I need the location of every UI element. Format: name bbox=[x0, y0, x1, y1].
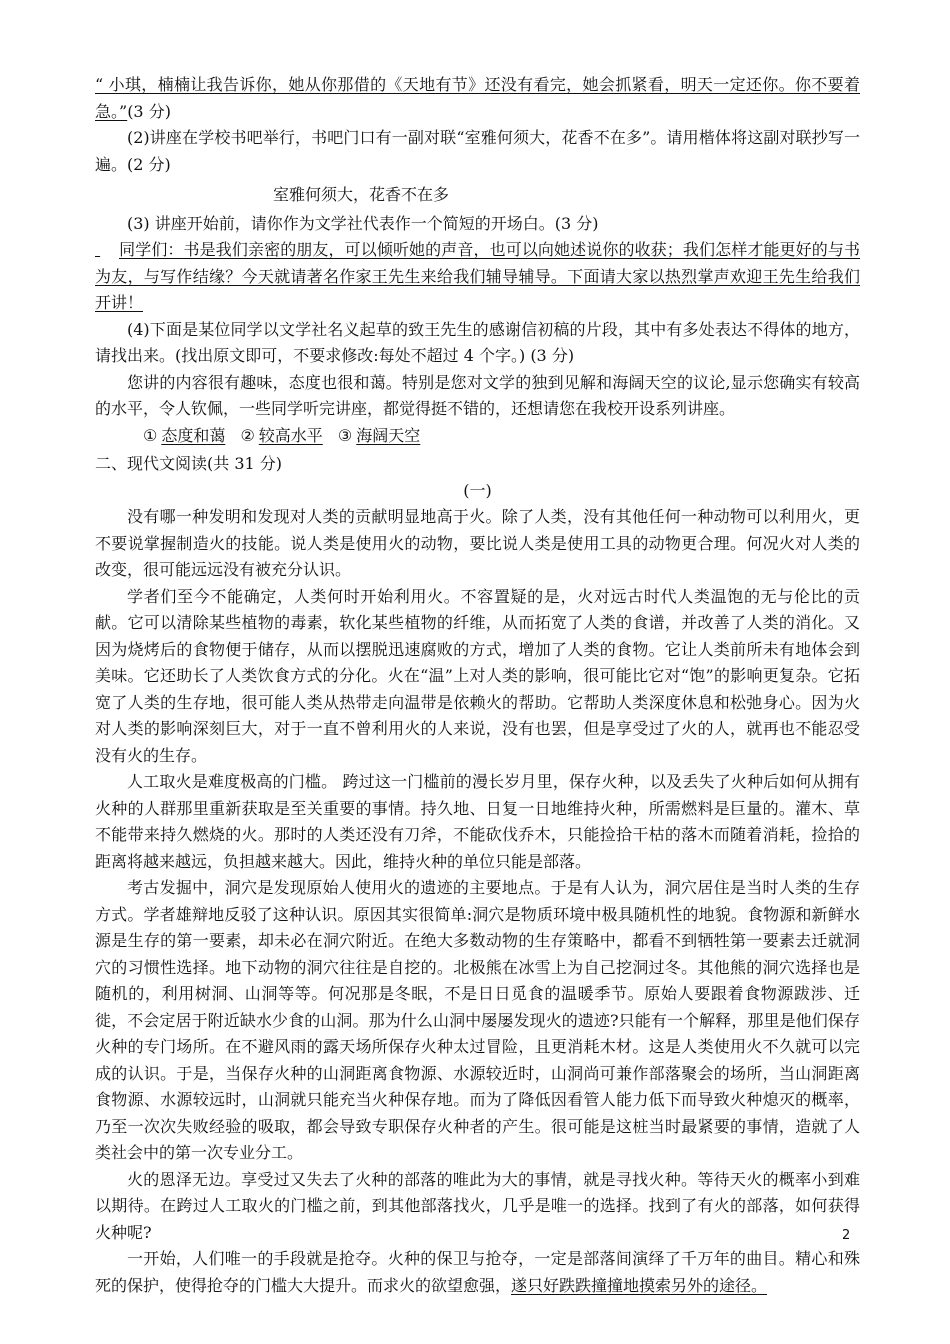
paragraph: 人工取火是难度极高的门槛。 跨过这一门槛前的漫长岁月里，保存火种，以及丢失了火种后如何从拥有火种的人群那里重新获取是至关重要的事情。持久地、日复一日地维持火种，所需燃料是巨量的。灌木、草不能带来持久燃烧的火。那时的人类还没有刀斧，不能砍伐乔木，只能捡拾干枯的落木而随着消耗，捡拾的距离将越来越远，负担越来越大。因此，维持火种的单位只能是部落。 bbox=[95, 772, 860, 871]
q4-answers bbox=[95, 423, 860, 450]
section-title: 二、现代文阅读(共 31 分) bbox=[95, 454, 283, 473]
q3-answer-block bbox=[95, 237, 860, 317]
paragraph: 火的恩泽无边。享受过又失去了火种的部落的唯此为大的事情，就是寻找火种。等待天火的概率小到难以期待。在跨过人工取火的门槛之前，到其他部落找火，几乎是唯一的选择。找到了有火的部落，如何获得火种呢? bbox=[95, 1169, 860, 1242]
q1-answer: “ 小琪，楠楠让我告诉你，她从你那借的《天地有节》还没有看完，她会抓紧看，明天一定还你。你不要着急。” bbox=[95, 75, 860, 121]
document-page bbox=[95, 72, 860, 1299]
question-2: (2)讲座在学校书吧举行，书吧门口有一副对联“室雅何须大，花香不在多”。请用楷体将这副对联抄写一遍。(2 分) bbox=[95, 128, 860, 174]
question-4: (4)下面是某位同学以文学社名义起草的致王先生的感谢信初稿的片段，其中有多处表达不得体的地方，请找出来。(找出原文即可，不要求修改:每处不超过 4 个字。) (3 分) bbox=[95, 319, 860, 365]
answer-blank: 较高水平 bbox=[258, 425, 323, 445]
question-3: (3) 讲座开始前，请你作为文学社代表作一个简短的开场白。(3 分) bbox=[127, 213, 599, 233]
letter-excerpt: 您讲的内容很有趣味，态度也很和蔼。特别是您对文学的独到见解和海阔天空的议论,显示您确实有较高的水平，令人钦佩，一些同学听完讲座，都觉得挺不错的，还想请您在我校开设系列讲座。 bbox=[95, 372, 860, 418]
page-number: 2 bbox=[842, 1228, 851, 1243]
q1-answer-block bbox=[95, 72, 860, 125]
answer-blank: 海阔天空 bbox=[356, 425, 421, 445]
answer-num: ② bbox=[240, 425, 255, 445]
paragraph: 考古发掘中，洞穴是发现原始人使用火的遗迹的主要地点。于是有人认为，洞穴居住是当时人类的生存方式。学者雄辩地反驳了这种认识。原因其实很简单:洞穴是物质环境中极具随机性的地貌。食物源和新鲜水源是生存的第一要素，却未必在洞穴附近。在绝大多数动物的生存策略中，都看不到牺牲第一要素去迁就洞穴的习惯性选择。地下动物的洞穴往往是自挖的。北极熊在冰雪上为自己挖洞过冬。其他熊的洞穴选择也是随机的，利用树洞、山洞等等。何况那是冬眠，不是日日觅食的温暖季节。原始人要跟着食物源跋涉、迁徙，不会定居于附近缺水少食的山洞。那为什么山洞中屡屡发现火的遗迹?只能有一个解释，那里是他们保存火种的专门场所。在不避风雨的露天场所保存火种太过冒险，且更消耗木材。这是人类使用火不久就可以完成的认识。于是，当保存火种的山洞距离食物源、水源较近时，山洞尚可兼作部落聚会的场所，当山洞距离食物源、水源较远时，山洞就只能充当火种保存地。而为了降低因看管人能力低下而导致火种熄灭的概率，乃至一次次失败经验的吸取，都会导致专职保存火种者的产生。很可能是这桩当时最紧要的事情，造就了人类社会中的第一次专业分工。 bbox=[95, 878, 860, 1162]
q3-answer: 同学们：书是我们亲密的朋友，可以倾听她的声音，也可以向她述说你的收获；我们怎样才能更好的与书为友，与写作结缘？今天就请著名作家王先生来给我们辅导辅导。下面请大家以热烈掌声欢迎王先生给我们开讲！ bbox=[95, 240, 860, 312]
last-para-text: 一开始，人们唯一的手段就是抢夺。火种的保卫与抢夺，一定是部落间演绎了千万年的曲目。精心和殊死的保护，使得抢夺的门槛大大提升。而求火的欲望愈强， bbox=[95, 1249, 860, 1295]
answer-num: ① bbox=[143, 425, 158, 445]
paragraph: 没有哪一种发明和发现对人类的贡献明显地高于火。除了人类，没有其他任何一种动物可以利用火，更不要说掌握制造火的技能。说人类是使用火的动物，要比说人类是使用工具的动物更合理。何况火对人类的改变，很可能远远没有被充分认识。 bbox=[95, 507, 860, 579]
paragraph-last bbox=[95, 1246, 860, 1299]
part-label: (一) bbox=[463, 480, 492, 500]
paragraph: 学者们至今不能确定，人类何时开始利用火。不容置疑的是，火对远古时代人类温饱的无与伦比的贡献。它可以清除某些植物的毒素，软化某些植物的纤维，从而拓宽了人类的食谱，并改善了人类的消化。又因为烧烤后的食物便于储存，从而以摆脱迅速腐败的方式，增加了人类的食物。它让人类前所未有地体会到美味。它还助长了人类饮食方式的分化。火在“温”上对人类的影响，很可能比它对“饱”的影响更复杂。它拓宽了人类的生存地，很可能人类从热带走向温带是依赖火的帮助。它帮助人类深度休息和松弛身心。因为火对人类的影响深刻巨大，对于一直不曾利用火的人来说，没有也罢，但是享受过了火的人，就再也不能忍受没有火的生存。 bbox=[95, 586, 860, 765]
underlined-phrase: 遂只好跌跌撞撞地摸索另外的途径。 bbox=[511, 1275, 768, 1295]
couplet: 室雅何须大，花香不在多 bbox=[273, 185, 450, 204]
answer-num: ③ bbox=[337, 425, 353, 445]
answer-blank: 态度和蔼 bbox=[161, 425, 226, 445]
q1-score: (3 分) bbox=[127, 101, 171, 121]
